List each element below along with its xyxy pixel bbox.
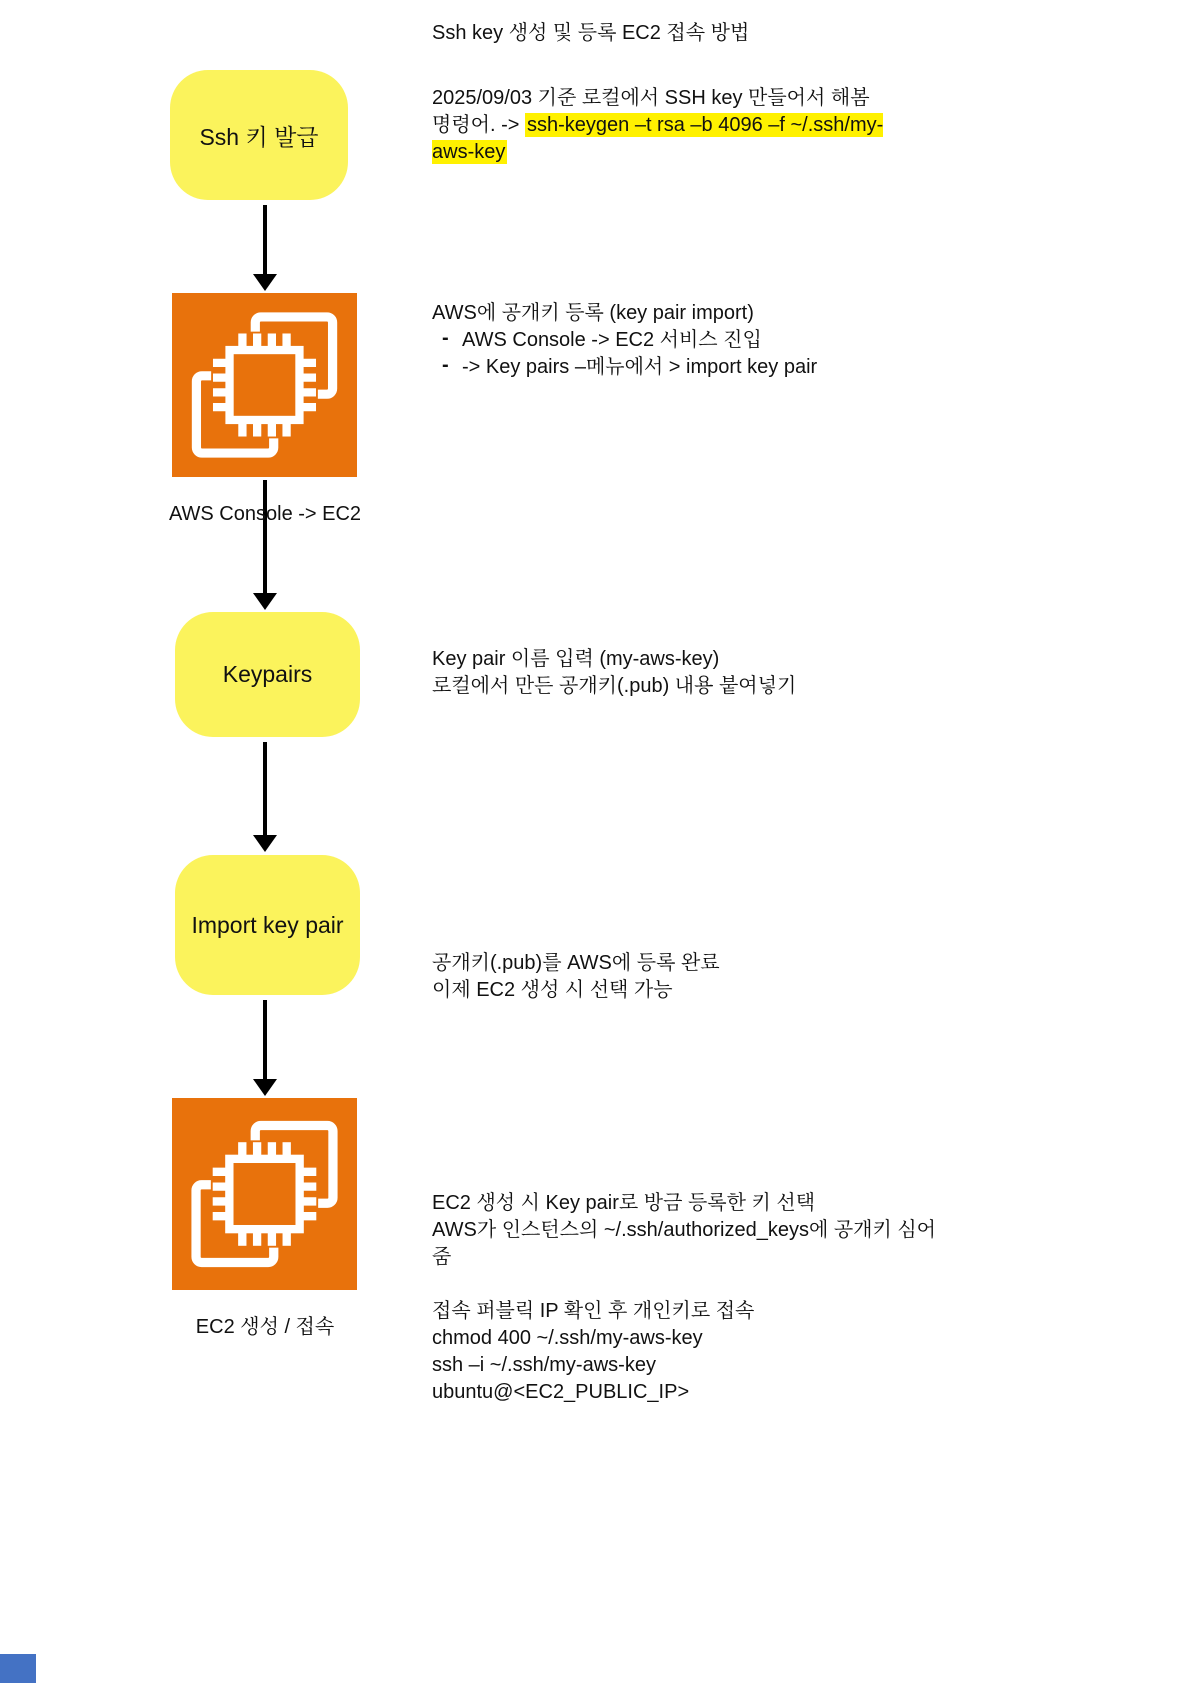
flow-node-label: Import key pair [191,911,344,938]
flow-node-label: Ssh 키 발급 [199,123,319,150]
dash-bullet-icon: - [442,327,449,349]
note-line [432,112,922,166]
flow-node-ssh-key-issue [170,70,348,200]
note-line: 접속 퍼블릭 IP 확인 후 개인키로 접속 [432,1300,755,1322]
arrow-head-icon [253,835,277,852]
flow-node-keypairs [175,612,360,737]
arrow-shaft [263,205,267,276]
arrow-head-icon [253,1079,277,1096]
bullet-item [432,327,932,354]
bullet-text: -> Key pairs –메뉴에서 > import key pair [462,356,818,378]
command-prefix: 명령어. -> [432,114,525,136]
note-ssh-keygen [432,85,922,166]
bullet-text: AWS Console -> EC2 서비스 진입 [462,329,762,351]
bullet-item [432,354,932,381]
flow-node-caption-aws-console: AWS Console -> EC2 [168,503,362,525]
arrow-shaft [263,742,267,837]
page-title: Ssh key 생성 및 등록 EC2 접속 방법 [432,22,750,44]
dash-bullet-icon: - [442,354,449,376]
aws-ec2-icon [172,1098,357,1290]
flow-node-caption-ec2-create: EC2 생성 / 접속 [195,1316,335,1338]
aws-ec2-icon [172,293,357,477]
flow-arrow-3 [253,742,277,852]
highlighted-command: ssh-keygen –t rsa –b 4096 –f ~/.ssh/my-aws-key [432,114,884,163]
note-line: ubuntu@<EC2_PUBLIC_IP> [432,1381,690,1403]
paragraph-gap [432,1271,937,1298]
note-register-public-key [432,300,932,381]
note-line: AWS가 인스턴스의 ~/.ssh/authorized_keys에 공개키 심어줌 [432,1219,936,1268]
note-line: 이제 EC2 생성 시 선택 가능 [432,979,673,1001]
flow-arrow-1 [253,205,277,291]
note-line: chmod 400 ~/.ssh/my-aws-key [432,1327,703,1349]
note-line: 로컬에서 만든 공개키(.pub) 내용 붙여넣기 [432,675,797,697]
note-line: ssh –i ~/.ssh/my-aws-key [432,1354,656,1376]
arrow-shaft [263,1000,267,1081]
arrow-shaft [263,480,267,595]
ec2-chip-icon [172,293,357,477]
ec2-chip-icon [172,1098,357,1290]
note-ec2-connect [432,1190,937,1406]
arrow-head-icon [253,593,277,610]
flow-arrow-2 [253,480,277,610]
flow-node-import-key-pair [175,855,360,995]
note-line: EC2 생성 시 Key pair로 방금 등록한 키 선택 [432,1192,816,1214]
flow-arrow-4 [253,1000,277,1096]
blue-rectangle-decoration [0,1654,36,1683]
note-line: 2025/09/03 기준 로컬에서 SSH key 만들어서 해봄 [432,87,870,109]
note-line: 공개키(.pub)를 AWS에 등록 완료 [432,952,720,974]
note-line: Key pair 이름 입력 (my-aws-key) [432,648,720,670]
arrow-head-icon [253,274,277,291]
note-registration-complete [432,950,932,1004]
flow-node-label: Keypairs [222,661,313,687]
note-heading: AWS에 공개키 등록 (key pair import) [432,302,754,324]
note-keypair-name [432,646,932,700]
